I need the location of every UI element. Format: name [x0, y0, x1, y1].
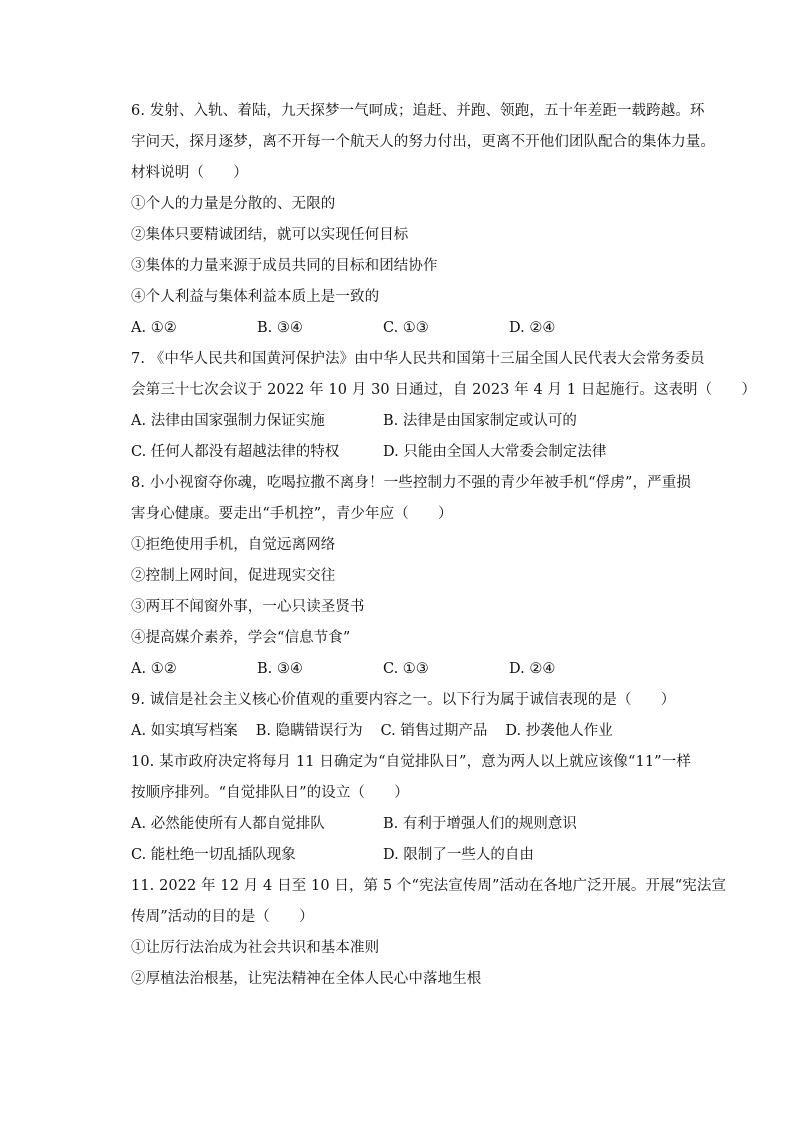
question-10-stem-line-1: 10. 某市政府决定将每月 11 日确定为“自觉排队日”，意为两人以上就应该像“11”一样 [131, 754, 691, 770]
question-11-stem-line-1: 11. 2022 年 12 月 4 日至 10 日，第 5 个“宪法宣传周”活动在各地广泛开展。开展“宪法宣 [131, 878, 727, 894]
question-6-option-d[interactable]: D. ②④ [509, 320, 556, 336]
question-7-option-d[interactable]: D. 只能由全国人大常委会制定法律 [383, 444, 607, 460]
question-6-option-c[interactable]: C. ①③ [383, 320, 429, 336]
question-10-option-c[interactable]: C. 能杜绝一切乱插队现象 [131, 847, 296, 863]
question-6-statement-4: ④个人利益与集体利益本质上是一致的 [131, 289, 380, 305]
question-7-option-b[interactable]: B. 法律是由国家制定或认可的 [383, 413, 577, 429]
question-7-options-row-1 [131, 406, 691, 437]
question-7-options-row-2 [131, 437, 691, 468]
question-11-statement-2: ②厚植法治根基，让宪法精神在全体人民心中落地生根 [131, 971, 482, 987]
question-7-option-a[interactable]: A. 法律由国家强制力保证实施 [131, 413, 325, 429]
question-10 [131, 747, 691, 871]
question-10-stem-line-2: 按顺序排列。“自觉排队日”的设立（ ） [131, 785, 409, 801]
question-10-options-row-1 [131, 809, 691, 840]
question-8-stem-line-1: 8. 小小视窗夺你魂，吃喝拉撒不离身！一些控制力不强的青少年被手机“俘虏”，严重损 [131, 475, 691, 491]
question-6-stem-line-3: 材料说明（ ） [131, 165, 248, 181]
question-6 [131, 96, 715, 344]
question-9-option-b[interactable]: B. 隐瞒错误行为 [255, 723, 363, 739]
question-6-statement-3: ③集体的力量来源于成员共同的目标和团结协作 [131, 258, 438, 274]
question-9-options [131, 716, 691, 747]
question-9-option-d[interactable]: D. 抄袭他人作业 [505, 723, 613, 739]
question-6-option-a[interactable]: A. ①② [131, 320, 177, 336]
question-10-option-a[interactable]: A. 必然能使所有人都自觉排队 [131, 816, 325, 832]
question-7-option-c[interactable]: C. 任何人都没有超越法律的特权 [131, 444, 340, 460]
question-7-stem-line-1: 7. 《中华人民共和国黄河保护法》由中华人民共和国第十三届全国人民代表大会常务委员 [131, 351, 705, 367]
question-9-option-a[interactable]: A. 如实填写档案 [131, 723, 238, 739]
question-8-option-b[interactable]: B. ③④ [257, 661, 303, 677]
question-8-stem-line-2: 害身心健康。要走出“手机控”，青少年应（ ） [131, 506, 453, 522]
question-8-option-a[interactable]: A. ①② [131, 661, 177, 677]
question-11-statement-1: ①让厉行法治成为社会共识和基本准则 [131, 940, 380, 956]
question-9-stem-line-1: 9. 诚信是社会主义核心价值观的重要内容之一。以下行为属于诚信表现的是（ ） [131, 692, 676, 708]
question-8-options [131, 654, 691, 685]
question-8-statement-2: ②控制上网时间，促进现实交往 [131, 568, 336, 584]
question-8-option-d[interactable]: D. ②④ [509, 661, 556, 677]
question-6-stem-line-2: 宇问天，探月逐梦，离不开每一个航天人的努力付出，更离不开他们团队配合的集体力量。 [131, 134, 715, 150]
question-7-stem-line-2: 会第三十七次会议于 2022 年 10 月 30 日通过，自 2023 年 4 月 1 日起施行。这表明（ ） [131, 382, 757, 398]
question-8-statement-1: ①拒绝使用手机，自觉远离网络 [131, 537, 336, 553]
question-10-options-row-2 [131, 840, 691, 871]
question-list [131, 96, 757, 995]
question-6-stem-line-1: 6. 发射、入轨、着陆，九天探梦一气呵成；追赶、并跑、领跑，五十年差距一载跨越。环 [131, 103, 705, 119]
question-6-statement-1: ①个人的力量是分散的、无限的 [131, 196, 336, 212]
question-9 [131, 685, 691, 747]
question-6-options [131, 313, 691, 344]
question-7 [131, 344, 757, 468]
question-9-option-c[interactable]: C. 销售过期产品 [380, 723, 488, 739]
question-6-statement-2: ②集体只要精诚团结，就可以实现任何目标 [131, 227, 409, 243]
question-8 [131, 468, 691, 685]
question-6-option-b[interactable]: B. ③④ [257, 320, 303, 336]
question-10-option-b[interactable]: B. 有利于增强人们的规则意识 [383, 816, 577, 832]
question-11 [131, 871, 727, 995]
question-11-stem-line-2: 传周”活动的目的是（ ） [131, 909, 314, 925]
question-10-option-d[interactable]: D. 限制了一些人的自由 [383, 847, 534, 863]
question-8-statement-4: ④提高媒介素养，学会“信息节食” [131, 630, 351, 646]
question-8-option-c[interactable]: C. ①③ [383, 661, 429, 677]
question-8-statement-3: ③两耳不闻窗外事，一心只读圣贤书 [131, 599, 365, 615]
